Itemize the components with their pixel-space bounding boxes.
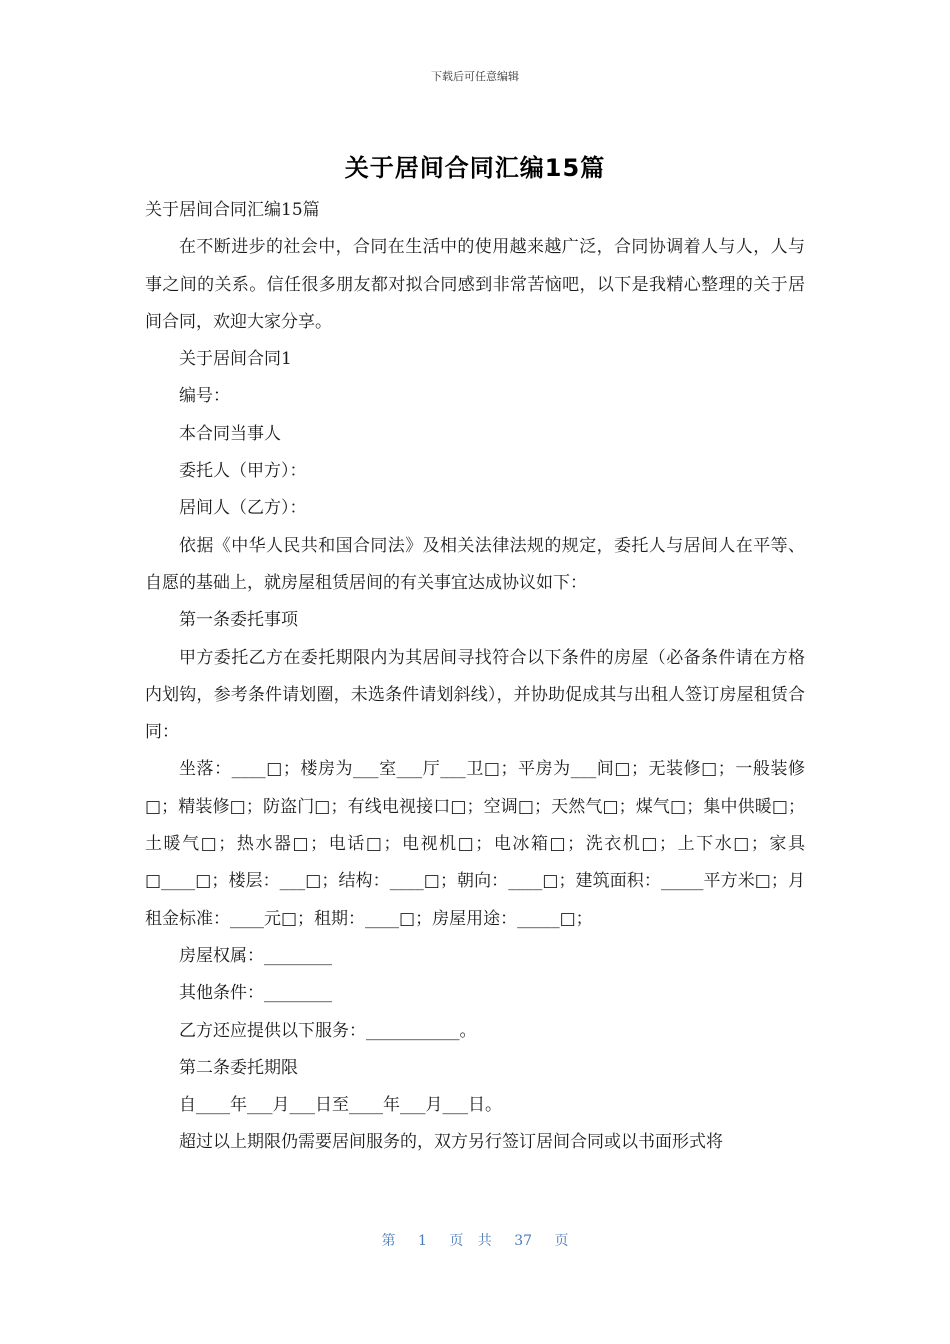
- page-footer: [0, 1230, 950, 1250]
- footer-mid: 页 共: [449, 1233, 492, 1249]
- paragraph-article-1-heading: 第一条委托事项: [179, 610, 298, 631]
- paragraph-parties: 本合同当事人: [179, 423, 281, 444]
- paragraph-property-conditions: 坐落：____□；楼房为___室___厅___卫□；平房为___间□；无装修□；一般装修□；精装修□；防盗门□；有线电视接口□；空调□；天然气□；煤气□；集中供暖□；土暖气□；热水器□；电话□；电视机□；电冰箱□；洗衣机□；上下水□；家具□____□；楼层：___□；结构：____□；朝向：____□；建筑面积：_____平方米□；月租金标准：____元□；租期：____□；房屋用途：_____□；: [145, 759, 805, 929]
- paragraph-intro: 在不断进步的社会中，合同在生活中的使用越来越广泛，合同协调着人与人，人与事之间的关系。信任很多朋友都对拟合同感到非常苦恼吧，以下是我精心整理的关于居间合同，欢迎大家分享。: [145, 237, 805, 332]
- paragraph-services: 乙方还应提供以下服务：___________。: [179, 1020, 477, 1041]
- paragraph-article-1-body: 甲方委托乙方在委托期限内为其居间寻找符合以下条件的房屋（必备条件请在方格内划钩，参考条件请划圈，未选条件请划斜线），并协助促成其与出租人签订房屋租赁合同：: [145, 647, 805, 743]
- paragraph-other-conditions: 其他条件：________: [179, 983, 332, 1004]
- document-body: [145, 192, 805, 1162]
- paragraph-party-b: 居间人（乙方）：: [179, 498, 307, 519]
- footer-suffix: 页: [554, 1233, 569, 1249]
- paragraph-subtitle: 关于居间合同汇编15篇: [145, 200, 320, 220]
- paragraph-extension: 超过以上期限仍需要居间服务的，双方另行签订居间合同或以书面形式将: [179, 1132, 723, 1153]
- paragraph-legal-basis: 依据《中华人民共和国合同法》及相关法律法规的规定，委托人与居间人在平等、自愿的基础上，就房屋租赁居间的有关事宜达成协议如下：: [145, 535, 805, 593]
- paragraph-contract-heading: 关于居间合同1: [179, 349, 292, 370]
- paragraph-ownership: 房屋权属：________: [179, 945, 332, 966]
- footer-current-page: 1: [417, 1233, 427, 1249]
- paragraph-number: 编号：: [179, 386, 230, 407]
- document-title: 关于居间合同汇编15篇: [344, 154, 606, 182]
- paragraph-term: 自____年___月___日至____年___月___日。: [179, 1095, 502, 1116]
- paragraph-party-a: 委托人（甲方）：: [179, 461, 307, 482]
- header-note: 下载后可任意编辑: [431, 70, 519, 83]
- paragraph-article-2-heading: 第二条委托期限: [179, 1057, 298, 1078]
- footer-total-pages: 37: [514, 1233, 533, 1249]
- footer-prefix: 第: [381, 1233, 396, 1249]
